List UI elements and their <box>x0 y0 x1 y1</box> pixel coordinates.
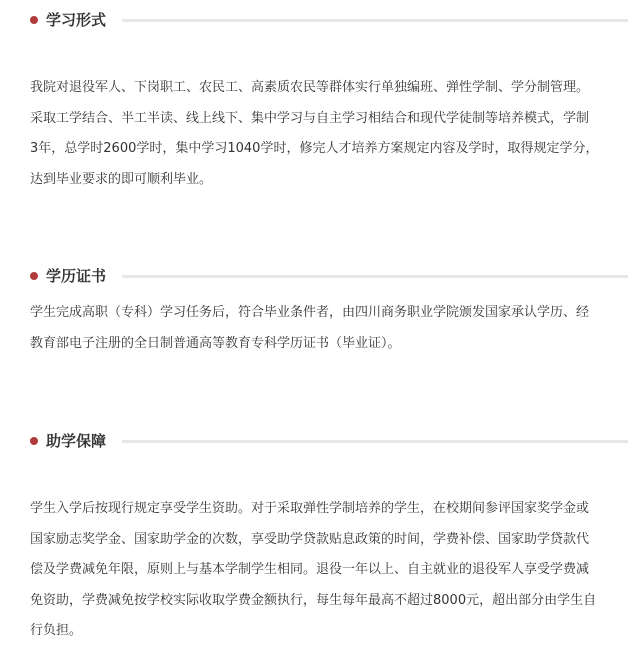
bullet-dot-icon <box>30 437 38 445</box>
paragraph-line: 学生入学后按现行规定享受学生资助。对于采取弹性学制培养的学生，在校期间参评国家奖学金或 <box>30 501 590 516</box>
paragraph-line: 行负担。 <box>30 623 83 638</box>
paragraph-line: 3年，总学时2600学时，集中学习1040学时，修完人才培养方案规定内容及学时，取得规定学分， <box>30 141 599 156</box>
section-paragraph-study-form <box>30 73 620 195</box>
bullet-dot-icon <box>30 272 38 280</box>
section-paragraph-diploma <box>30 298 620 359</box>
paragraph-line: 免资助，学费减免按学校实际收取学费金额执行，每生每年最高不超过8000元，超出部分由学生自 <box>30 592 597 608</box>
paragraph-line: 国家励志奖学金、国家助学金的次数，享受助学贷款贴息政策的时间，学费补偿、国家助学贷款代 <box>30 531 590 547</box>
paragraph-line: 偿及学费减免年限，原则上与基本学制学生相同。退役一年以上、自主就业的退役军人享受学费减 <box>30 562 590 577</box>
section-title: 学历证书 <box>46 267 107 285</box>
section-header-study-form <box>0 6 640 34</box>
paragraph-line: 采取工学结合、半工半读、线上线下、集中学习与自主学习相结合和现代学徒制等培养模式，学制 <box>30 110 590 126</box>
divider <box>122 19 628 22</box>
divider <box>122 275 628 278</box>
section-paragraph-financial-aid <box>30 494 620 647</box>
section-title: 学习形式 <box>46 11 107 29</box>
paragraph-line: 教育部电子注册的全日制普通高等教育专科学历证书（毕业证）。 <box>30 335 401 351</box>
bullet-dot-icon <box>30 16 38 24</box>
paragraph-line: 学生完成高职（专科）学习任务后，符合毕业条件者，由四川商务职业学院颁发国家承认学历、经 <box>30 305 590 320</box>
paragraph-line: 达到毕业要求的即可顺利毕业。 <box>30 171 213 187</box>
section-header-financial-aid <box>0 427 640 455</box>
section-header-diploma <box>0 262 640 290</box>
divider <box>122 440 628 443</box>
section-title: 助学保障 <box>46 432 107 450</box>
paragraph-line: 我院对退役军人、下岗职工、农民工、高素质农民等群体实行单独编班、弹性学制、学分制管理。 <box>30 80 590 95</box>
